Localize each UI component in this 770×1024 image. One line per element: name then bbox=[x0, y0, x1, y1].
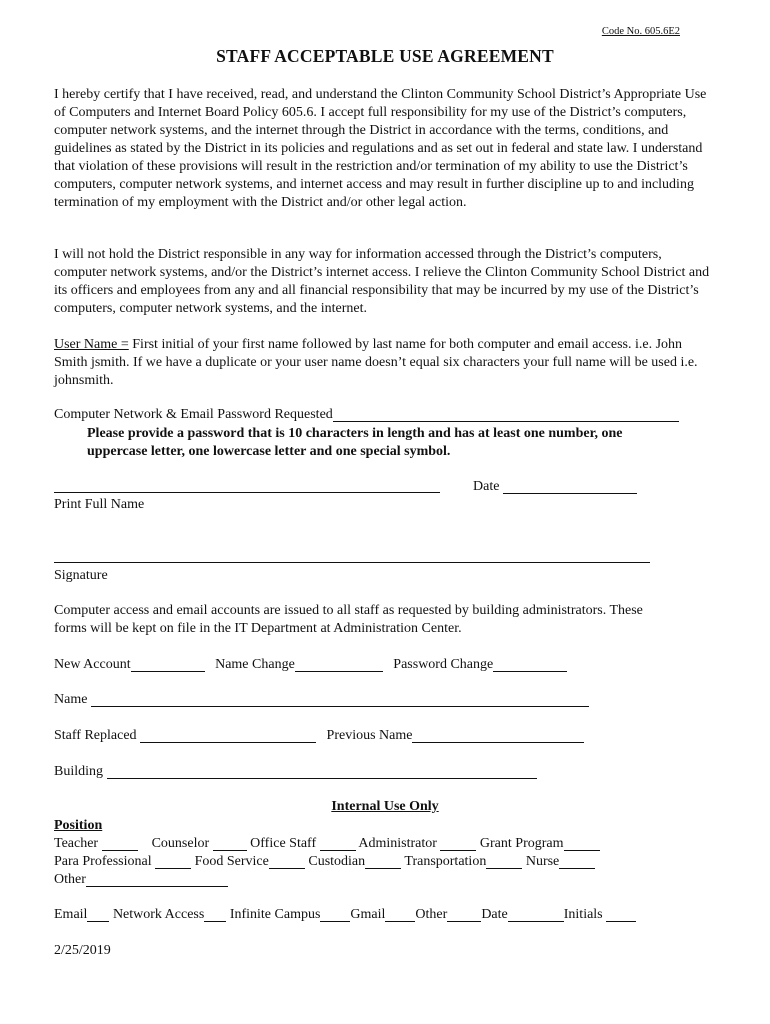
position-heading: Position bbox=[54, 818, 103, 833]
previous-name-field[interactable] bbox=[412, 728, 584, 743]
code-number: Code No. 605.6E2 bbox=[601, 26, 680, 37]
building-field[interactable] bbox=[107, 764, 537, 779]
user-name-text: First initial of your first name followed by last name for both computer and email access. i.e. John Smith jsmith. If we have a duplicate or your user name doesn’t equal six characters your full name will be used i.e. johnsmith. bbox=[54, 337, 698, 388]
service-initials-label: Initials bbox=[563, 907, 603, 922]
position-transportation-label: Transportation bbox=[404, 854, 487, 869]
position-counselor-field[interactable] bbox=[213, 836, 247, 851]
liability-paragraph: I will not hold the District responsible in any way for information accessed through the District’s computers, computer network systems, and/or the District’s internet access. I relieve the Clinton Community School District and its officers and employees from any and all financial responsibility that may be incurred by my use of the District’s computers, computer network systems, and the internet. bbox=[54, 247, 710, 316]
print-full-name-field[interactable] bbox=[54, 478, 440, 493]
service-network-access-field[interactable] bbox=[204, 907, 226, 922]
password-request-field[interactable] bbox=[333, 407, 679, 422]
signature-field[interactable] bbox=[54, 548, 650, 563]
date-row bbox=[473, 478, 637, 496]
staff-replaced-label: Staff Replaced bbox=[54, 728, 137, 743]
position-food-service-label: Food Service bbox=[194, 854, 269, 869]
service-initials-field[interactable] bbox=[606, 907, 636, 922]
name-field[interactable] bbox=[91, 692, 589, 707]
position-grant-program-label: Grant Program bbox=[479, 836, 564, 851]
position-nurse-field[interactable] bbox=[559, 854, 595, 869]
service-gmail-label: Gmail bbox=[350, 907, 386, 922]
password-note-line-2: uppercase letter, one lowercase letter and one special symbol. bbox=[87, 444, 451, 459]
date-label: Date bbox=[473, 479, 500, 494]
info-line-2: forms will be kept on file in the IT Department at Administration Center. bbox=[54, 621, 462, 636]
service-email-field[interactable] bbox=[87, 907, 109, 922]
position-custodian-field[interactable] bbox=[365, 854, 401, 869]
service-date-label: Date bbox=[481, 907, 508, 922]
position-custodian-label: Custodian bbox=[308, 854, 366, 869]
building-label: Building bbox=[54, 764, 104, 779]
date-field[interactable] bbox=[503, 479, 637, 494]
position-other-label: Other bbox=[54, 872, 86, 887]
position-counselor-label: Counselor bbox=[151, 836, 210, 851]
password-change-label: Password Change bbox=[393, 657, 494, 672]
building-row bbox=[54, 763, 537, 781]
service-email-label: Email bbox=[54, 907, 88, 922]
position-para-professional-field[interactable] bbox=[155, 854, 191, 869]
name-change-field[interactable] bbox=[295, 657, 383, 672]
position-grant-program-field[interactable] bbox=[564, 836, 600, 851]
position-food-service-field[interactable] bbox=[269, 854, 305, 869]
service-gmail-field[interactable] bbox=[385, 907, 415, 922]
service-network-access-label: Network Access bbox=[112, 907, 205, 922]
new-account-label: New Account bbox=[54, 657, 131, 672]
signature-label: Signature bbox=[54, 568, 108, 583]
position-administrator-field[interactable] bbox=[440, 836, 476, 851]
certification-paragraph: I hereby certify that I have received, read, and understand the Clinton Community School District’s Appropriate Use of Computers and Internet Board Policy 605.6. I accept full responsibility for my use of the District’s computers, computer network systems, and the internet through the District in accordance with the terms, conditions, and guidelines as stated by the District in its policies and regulations and as set out in federal and state law. I understand that violation of these provisions will result in the restriction and/or termination of my ability to use the District’s computers, computer network systems, and internet access and may result in further discipline up to and including termination of my employment with the District and/or other legal action. bbox=[54, 87, 707, 210]
name-row bbox=[54, 691, 589, 709]
user-name-label: User Name = bbox=[54, 337, 129, 352]
password-request-label: Computer Network & Email Password Requested bbox=[54, 407, 333, 422]
name-change-label: Name Change bbox=[215, 657, 295, 672]
service-other-label: Other bbox=[415, 907, 448, 922]
staff-replaced-row bbox=[54, 727, 584, 745]
footer-date: 2/25/2019 bbox=[54, 943, 111, 958]
position-other-field[interactable] bbox=[86, 872, 228, 887]
position-teacher-label: Teacher bbox=[54, 836, 99, 851]
service-infinite-campus-label: Infinite Campus bbox=[229, 907, 321, 922]
name-label: Name bbox=[54, 692, 88, 707]
position-office-staff-label: Office Staff bbox=[250, 836, 317, 851]
document-title: STAFF ACCEPTABLE USE AGREEMENT bbox=[216, 46, 554, 66]
staff-replaced-field[interactable] bbox=[140, 728, 316, 743]
position-transportation-field[interactable] bbox=[486, 854, 522, 869]
position-teacher-field[interactable] bbox=[102, 836, 138, 851]
positions-row-2 bbox=[54, 853, 595, 871]
position-office-staff-field[interactable] bbox=[320, 836, 356, 851]
position-nurse-label: Nurse bbox=[525, 854, 560, 869]
service-other-field[interactable] bbox=[447, 907, 481, 922]
service-infinite-campus-field[interactable] bbox=[320, 907, 350, 922]
print-full-name-label: Print Full Name bbox=[54, 497, 145, 512]
password-note-line-1: Please provide a password that is 10 characters in length and has at least one number, one bbox=[87, 426, 623, 441]
info-line-1: Computer access and email accounts are issued to all staff as requested by building administrators. These bbox=[54, 603, 643, 618]
positions-row-1 bbox=[54, 835, 600, 853]
position-other-row bbox=[54, 871, 228, 889]
services-row bbox=[54, 906, 636, 924]
position-administrator-label: Administrator bbox=[358, 836, 437, 851]
internal-use-heading: Internal Use Only bbox=[331, 799, 439, 814]
previous-name-label: Previous Name bbox=[326, 728, 413, 743]
password-request-row bbox=[54, 406, 679, 424]
user-name-paragraph bbox=[54, 336, 714, 390]
position-para-professional-label: Para Professional bbox=[54, 854, 152, 869]
password-change-field[interactable] bbox=[493, 657, 567, 672]
service-date-field[interactable] bbox=[508, 907, 564, 922]
request-type-row bbox=[54, 656, 567, 674]
new-account-field[interactable] bbox=[131, 657, 205, 672]
